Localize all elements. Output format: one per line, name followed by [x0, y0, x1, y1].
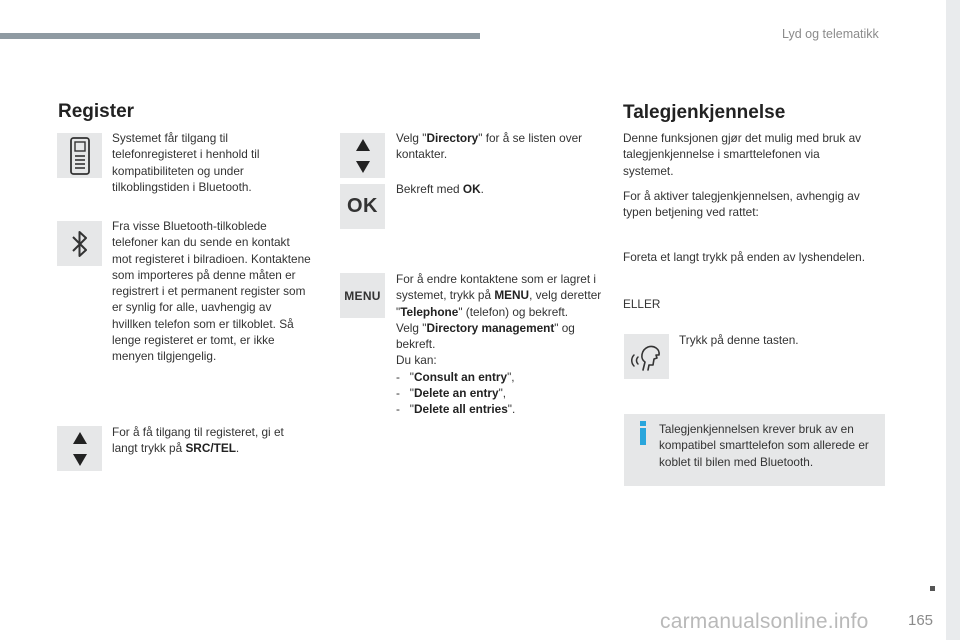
up-arrow-icon: [356, 139, 370, 151]
middle-text-3a-pre: For å endre kontaktene som er lagret i systemet, trykk på: [396, 272, 596, 303]
menu-key-label: MENU: [344, 288, 381, 303]
register-text-3-post: .: [235, 441, 240, 456]
middle-text-3c: Du kan:: [396, 353, 437, 368]
voice-text-1: Denne funksjonen gjør det mulig med bruk av talegjenkjennelse i smarttelefonen via systemet.: [623, 131, 862, 178]
menu-button-box: [340, 273, 385, 318]
middle-text-3a: [396, 271, 602, 320]
voice-text-2: For å aktiver talegjenkjennelsen, avhengig av typen betjening ved rattet:: [623, 189, 860, 220]
phone-icon-box: [57, 133, 102, 178]
bluetooth-icon: [70, 229, 90, 259]
directory-management-label: Directory management: [426, 320, 555, 335]
down-arrow-icon: [73, 454, 87, 466]
register-text-3: [112, 424, 302, 457]
up-arrow-icon: [73, 432, 87, 444]
middle-text-3a-post: " (telefon) og bekreft.: [458, 304, 569, 319]
page-edge-strip: [946, 0, 960, 640]
down-arrow-icon: [356, 161, 370, 173]
list-dash: -: [396, 386, 400, 401]
middle-text-1-post: " for å se listen over kontakter.: [396, 131, 583, 162]
middle-text-2-post: .: [480, 182, 484, 196]
watermark: carmanualsonline.info: [660, 610, 869, 633]
page-marker-dot: [930, 586, 935, 591]
register-text-1: Systemet får tilgang til telefonregisteret i henhold til kompatibiliteten og under tilkoblingstiden i Bluetooth.: [112, 131, 260, 194]
list-dash: -: [396, 369, 400, 384]
directory-label: Directory: [426, 131, 479, 145]
page-number: 165: [908, 612, 934, 629]
delete-all-entries-label: Delete all entries: [413, 402, 508, 417]
voice-command-icon: [630, 340, 664, 374]
list-item: [396, 369, 602, 385]
or-text: ELLER: [623, 297, 661, 311]
list-quote-open: ": [409, 369, 414, 384]
top-bar: [0, 33, 480, 39]
register-text-3-pre: For å få tilgang til registeret, gi et langt trykk på: [112, 425, 284, 456]
voice-text-3: Foreta et langt trykk på enden av lyshendelen.: [623, 250, 865, 264]
menu-label: MENU: [494, 288, 530, 303]
middle-text-3: [396, 271, 602, 418]
ok-button-box: [340, 184, 385, 229]
middle-text-2-pre: Bekreft med: [396, 182, 463, 196]
ok-key-label: OK: [347, 195, 378, 217]
up-down-arrows-box: [57, 426, 102, 471]
middle-text-1-pre: Velg ": [396, 131, 427, 145]
list-quote-close: ".: [507, 402, 516, 417]
info-icon: [637, 421, 649, 445]
telephone-label: Telephone: [400, 304, 459, 319]
voice-text-4: Trykk på denne tasten.: [679, 333, 799, 347]
src-tel-key-label: SRC/TEL: [185, 441, 236, 456]
voice-heading: Talegjenkjennelse: [623, 102, 786, 123]
list-item: [396, 385, 602, 401]
middle-text-3b: [396, 320, 602, 353]
voice-button-box: [624, 334, 669, 379]
bluetooth-icon-box: [57, 221, 102, 266]
up-down-arrows-box-2: [340, 133, 385, 178]
register-heading: Register: [58, 101, 135, 122]
consult-entry-label: Consult an entry: [413, 369, 508, 384]
info-text: Talegjenkjennelsen krever bruk av en kompatibel smarttelefon som allerede er koblet til bilen med Bluetooth.: [659, 422, 869, 469]
section-label: Lyd og telematikk: [782, 27, 879, 41]
delete-entry-label: Delete an entry: [413, 386, 499, 401]
phone-icon: [68, 136, 92, 176]
ok-label: OK: [462, 182, 481, 196]
middle-text-3b-post: " og bekreft.: [396, 320, 575, 352]
middle-text-1: [396, 130, 602, 163]
list-quote-close: ",: [507, 369, 515, 384]
middle-text-3a-mid: , velg deretter ": [396, 288, 602, 319]
register-text-2: Fra visse Bluetooth-tilkoblede telefoner kan du sende en kontakt mot registeret i bilradioen. Kontaktene som importeres på denne måten er registrert i et permanent register som er synlig for alle, uavhengig av hvillken telefon som er tilkoblet. Så lenge registeret er tomt, er ikke menyen tilgjengelig.: [112, 219, 311, 364]
list-quote-open: ": [409, 386, 414, 401]
list-item: [396, 401, 602, 417]
middle-text-3b-pre: Velg ": [396, 320, 427, 335]
list-quote-close: ",: [498, 386, 507, 401]
middle-text-2: [396, 181, 602, 197]
list-dash: -: [396, 402, 400, 417]
list-quote-open: ": [409, 402, 414, 417]
